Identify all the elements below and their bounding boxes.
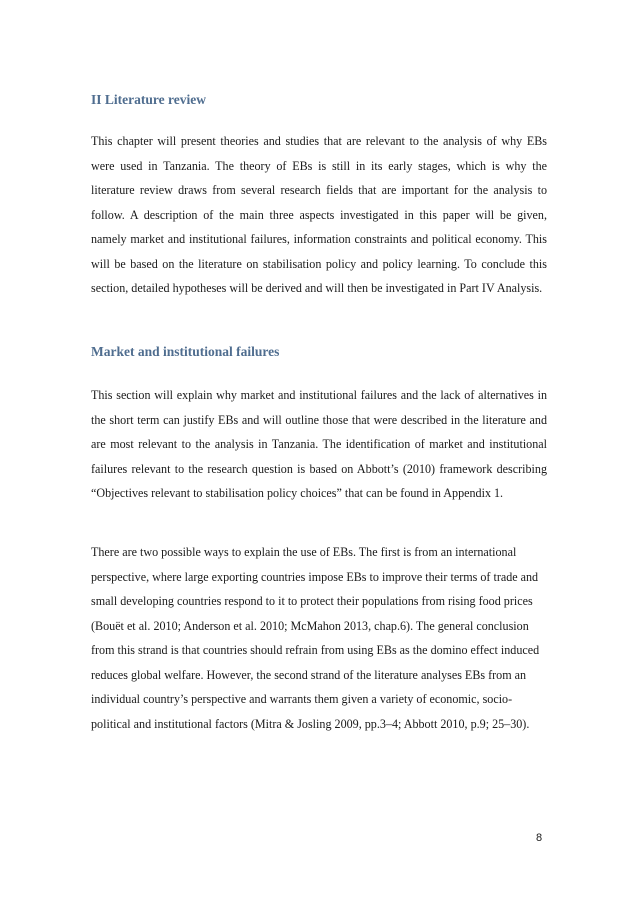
section-paragraph: This chapter will present theories and studies that are relevant to the analysis of why EBs were used in Tanzania. The theory of EBs is still in its early stages, which is why the literature review draws from several research fields that are important for the analysis to follow. A description of the main three aspects investigated in this paper will be given, namely market and institutional failures, information constraints and political economy. This will be based on the literature on stabilisation policy and policy learning. To conclude this section, detailed hypotheses will be derived and will then be investigated in Part IV Analysis. [91,134,547,295]
subsection-paragraph-2: There are two possible ways to explain the use of EBs. The first is from an international perspective, where large exporting countries impose EBs to improve their terms of trade and small developing countries respond to it to protect their populations from rising food prices (Bouët et al. 2010; Anderson et al. 2010; McMahon 2013, chap.6). The general conclusion from this strand is that countries should refrain from using EBs as the domino effect induced reduces global welfare. However, the second strand of the literature analyses EBs from an individual country’s perspective and warrants them given a variety of economic, socio-political and institutional factors (Mitra & Josling 2009, pp.3–4; Abbott 2010, p.9; 25–30). [91,545,540,731]
section-heading: II Literature review [91,92,206,107]
subsection-heading: Market and institutional failures [91,344,280,359]
page-number: 8 [536,832,543,844]
subsection-paragraph-1: This section will explain why market and institutional failures and the lack of alternatives in the short term can justify EBs and will outline those that were described in the literature and are most relevant to the analysis in Tanzania. The identification of market and institutional failures relevant to the research question is based on Abbott’s (2010) framework describing “Objectives relevant to stabilisation policy choices” that can be found in Appendix 1. [91,388,547,500]
